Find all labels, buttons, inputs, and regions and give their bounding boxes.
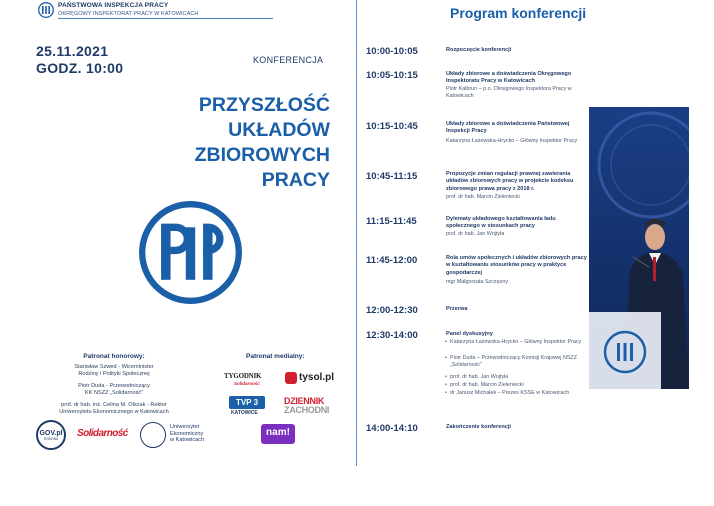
speaker-photo — [589, 107, 689, 389]
title-line: UKŁADÓW — [228, 119, 330, 141]
title-line: PRZYSZŁOŚĆ — [198, 94, 330, 116]
slot-speaker: prof. dr hab. Jan Wojtyła — [446, 231, 505, 237]
slot-time: 10:05-10:15 — [366, 70, 418, 81]
honorary-line: Uniwersytetu Ekonomicznego w Katowicach — [59, 409, 169, 415]
event-type: KONFERENCJA — [253, 55, 324, 65]
tysol-logo: tysol.pl — [299, 372, 335, 383]
event-date: 25.11.2021 — [36, 43, 109, 59]
panel-participant: • prof. dr hab. Jan Wojtyła — [450, 374, 590, 381]
tvp3-logo: TVP 3 — [229, 396, 265, 409]
slot-title: Układy zbiorowe a doświadczenia Okręgowego Inspektoratu Pracy w Katowicach — [446, 71, 572, 85]
header-rule — [58, 18, 273, 19]
event-time: GODZ. 10:00 — [36, 60, 124, 76]
conference-title — [195, 93, 330, 193]
slot-title: Dylematy układowego kształtowania ładu społecznego w stosunkach pracy — [446, 216, 556, 230]
slot-title: Propozycje zmian regulacji prawnej zawierania układów zbiorowych pracy w projekcie kodeksu zbiorowego prawa pracy z 2018 r. — [446, 171, 574, 192]
slot-time: 11:45-12:00 — [366, 255, 418, 266]
slot-speaker: Piotr Kalbrun – p.o. Okręgowego Inspektora Pracy w Katowicach — [446, 86, 572, 100]
org-subtitle: OKRĘGOWY INSPEKTORAT PRACY W KATOWICACH — [58, 11, 199, 17]
slot-time: 12:30-14:00 — [366, 330, 418, 341]
gov-logo-text: GOV.pl — [39, 429, 63, 437]
pip-small-logo-icon — [38, 2, 54, 18]
nam-logo: nam! — [261, 424, 295, 444]
slot-speaker: mgr Małgorzata Szczęsny — [446, 279, 509, 285]
panel-participant: • Katarzyna Łażewska-Hrycko – Główny Inspektor Pracy — [450, 339, 590, 346]
gov-logo-subtext: RODZINA — [43, 436, 59, 441]
pip-logo-icon — [138, 200, 243, 305]
slot-time: 10:45-11:15 — [366, 171, 418, 182]
ue-logo-text — [170, 424, 204, 444]
tygodnik-logo-sub: Solidarność — [234, 381, 260, 386]
media-patronage-title: Patronat medialny: — [246, 353, 305, 360]
dziennik-logo-top: DZIENNIK — [284, 396, 325, 406]
slot-speaker: prof. dr hab. Marcin Zieleniecki — [446, 194, 520, 200]
ue-emblem-icon — [140, 422, 166, 448]
honorary-patronage-title: Patronat honorowy: — [83, 353, 145, 360]
ue-line: w Katowicach — [170, 437, 205, 443]
tysol-mark-icon — [285, 372, 297, 384]
slot-title: Panel dyskusyjny — [446, 331, 493, 337]
slot-time: 11:15-11:45 — [366, 216, 417, 227]
honorary-line: Rodziny i Polityki Społecznej — [78, 371, 150, 377]
panel-participant: • prof. dr hab. Marcin Zieleniecki — [450, 382, 590, 389]
dziennik-logo-bottom: ZACHODNI — [284, 405, 330, 415]
solidarnosc-logo: Solidarność — [77, 428, 128, 439]
org-name: PAŃSTWOWA INSPEKCJA PRACY — [58, 2, 169, 9]
slot-time: 12:00-12:30 — [366, 305, 418, 316]
slot-speaker: Katarzyna Łażewska-Hrycko – Główny Inspektor Pracy — [446, 138, 578, 144]
slot-time: 10:15-10:45 — [366, 121, 418, 132]
honorary-line: prof. dr hab. inż. Celina M. Olszak - Rektor — [61, 402, 167, 408]
tvp3-logo-sub: KATOWICE — [231, 410, 258, 416]
column-divider — [356, 0, 357, 466]
honorary-line: Stanisław Szwed - Wiceminister — [74, 364, 154, 370]
slot-title: Przerwa — [446, 306, 468, 312]
gov-rodzina-logo — [36, 420, 66, 450]
slot-time: 10:00-10:05 — [366, 46, 418, 57]
panel-participant: • dr Janusz Michałek – Prezes KSSE w Katowicach — [450, 390, 590, 397]
honorary-line: Piotr Duda - Przewodniczący — [78, 383, 150, 389]
slot-title: Układy zbiorowe a doświadczenia Państwowej Inspekcji Pracy — [446, 121, 570, 135]
slot-title: Zakończenie konferencji — [446, 424, 511, 430]
tygodnik-logo: TYGODNIK — [224, 372, 262, 380]
slot-title: Rozpoczęcie konferencji — [446, 47, 512, 53]
slot-time: 14:00-14:10 — [366, 423, 418, 434]
title-line: ZBIOROWYCH — [194, 144, 330, 166]
honorary-line: KK NSZZ „Solidarność” — [84, 390, 144, 396]
program-title: Program konferencji — [450, 5, 587, 21]
ue-line: Uniwersytet — [170, 424, 200, 430]
panel-participant: • Piotr Duda – Przewodniczący Komisji Krajowej NSZZ „Solidarność” — [450, 355, 590, 370]
ue-line: Ekonomiczny — [170, 430, 204, 437]
slot-title: Rola umów społecznych i układów zbiorowych pracy w kształtowaniu stosunków pracy w praktyce gospodarczej — [446, 255, 587, 276]
title-line: PRACY — [261, 169, 330, 191]
